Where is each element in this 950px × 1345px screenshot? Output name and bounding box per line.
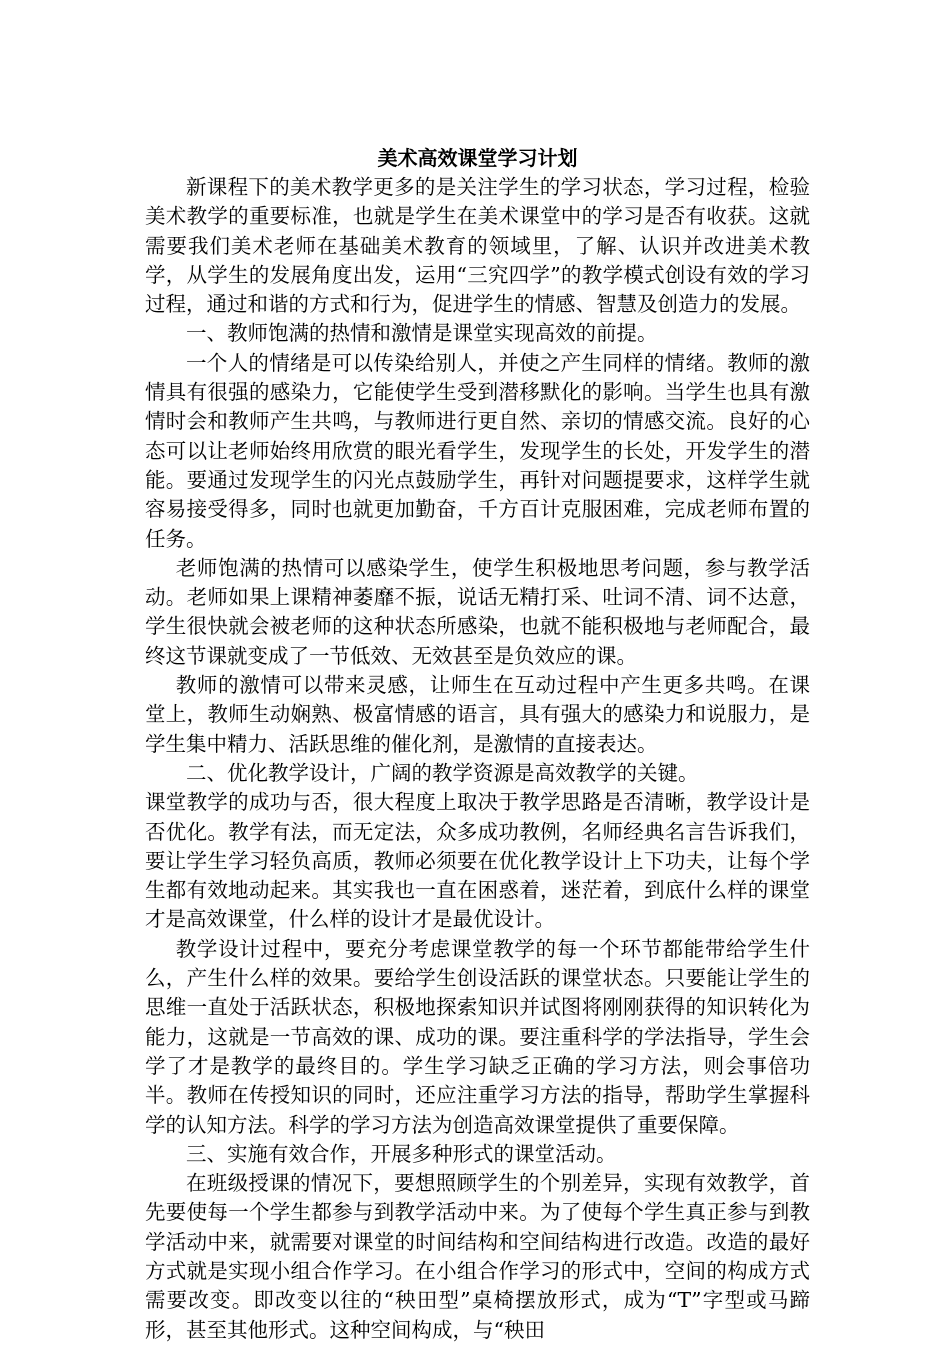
body-paragraph: 在班级授课的情况下，要想照顾学生的个别差异，实现有效教学，首先要使每一个学生都参与到教学活动中来。为了使每个学生真正参与到教学活动中来，就需要对课堂的时间结构和空间结构进行改造。改造的最好方式就是实现小组合作学习。在小组合作学习的形式中，空间的构成方式需要改变。即改变以往的“秧田型”桌椅摆放形式，成为“T”字型或马蹄形，甚至其他形式。这种空间构成，与“秧田 <box>145 1171 810 1342</box>
intro-paragraph: 新课程下的美术教学更多的是关注学生的学习状态，学习过程，检验美术教学的重要标准，也就是学生在美术课堂中的学习是否有收获。这就需要我们美术老师在基础美术教育的领域里，了解、认识并改进美术教学，从学生的发展角度出发，运用“三究四学”的教学模式创设有效的学习过程，通过和谐的方式和行为，促进学生的情感、智慧及创造力的发展。 <box>145 175 810 317</box>
document-page <box>145 143 810 1345</box>
body-paragraph: 老师饱满的热情可以感染学生，使学生积极地思考问题，参与教学活动。老师如果上课精神萎靡不振，说话无精打采、吐词不清、词不达意，学生很快就会被老师的这种状态所感染，也就不能积极地与老师配合，最终这节课就变成了一节低效、无效甚至是负效应的课。 <box>145 555 810 668</box>
section-heading-1: 一、教师饱满的热情和激情是课堂实现高效的前提。 <box>186 321 658 346</box>
document-title: 美术高效课堂学习计划 <box>377 146 578 170</box>
body-paragraph: 教师的激情可以带来灵感，让师生在互动过程中产生更多共鸣。在课堂上，教师生动娴熟、极富情感的语言，具有强大的感染力和说服力，是学生集中精力、活跃思维的催化剂，是激情的直接表达。 <box>145 673 810 756</box>
body-paragraph: 课堂教学的成功与否，很大程度上取决于教学思路是否清晰，教学设计是否优化。教学有法，而无定法，众多成功教例，名师经典名言告诉我们，要让学生学习轻负高质，教师必须要在优化教学设计上下功夫，让每个学生都有效地动起来。其实我也一直在困惑着，迷茫着，到底什么样的课堂才是高效课堂，什么样的设计才是最优设计。 <box>145 790 810 932</box>
section-heading-3: 三、实施有效合作，开展多种形式的课堂活动。 <box>186 1141 617 1166</box>
body-paragraph: 一个人的情绪是可以传染给别人，并使之产生同样的情绪。教师的激情具有很强的感染力，它能使学生受到潜移默化的影响。当学生也具有激情时会和教师产生共鸣，与教师进行更自然、亲切的情感交流。良好的心态可以让老师始终用欣赏的眼光看学生，发现学生的长处，开发学生的潜能。要通过发现学生的闪光点鼓励学生，再针对问题提要求，这样学生就容易接受得多，同时也就更加勤奋，千方百计克服困难，完成老师布置的任务。 <box>145 350 810 551</box>
body-paragraph: 教学设计过程中，要充分考虑课堂教学的每一个环节都能带给学生什么，产生什么样的效果。要给学生创设活跃的课堂状态。只要能让学生的思维一直处于活跃状态，积极地探索知识并试图将刚刚获得的知识转化为能力，这就是一节高效的课、成功的课。要注重科学的学法指导，学生会学了才是教学的最终目的。学生学习缺乏正确的学习方法，则会事倍功半。教师在传授知识的同时，还应注重学习方法的指导，帮助学生掌握科学的认知方法。科学的学习方法为创造高效课堂提供了重要保障。 <box>145 936 810 1137</box>
section-heading-2: 二、优化教学设计，广阔的教学资源是高效教学的关键。 <box>186 760 699 785</box>
